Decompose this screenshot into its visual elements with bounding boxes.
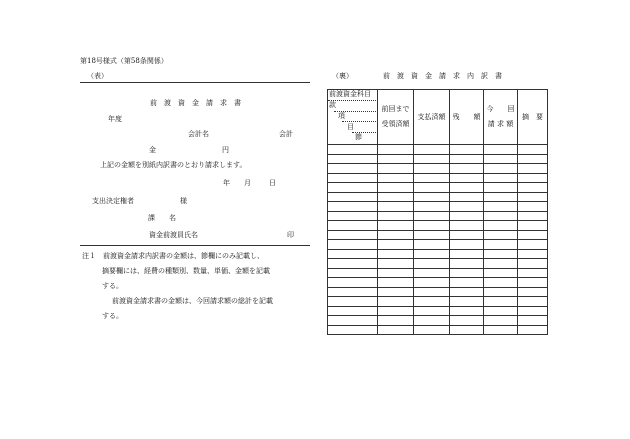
- table-cell: [484, 211, 518, 221]
- table-cell: [484, 259, 518, 269]
- table-cell: [328, 278, 378, 288]
- table-cell: [414, 278, 450, 288]
- table-cell: [378, 183, 414, 193]
- table-cell: [450, 211, 484, 221]
- table-cell: [328, 268, 378, 278]
- table-cell: [450, 240, 484, 250]
- table-cell: [328, 183, 378, 193]
- table-row: [328, 268, 548, 278]
- table-cell: [450, 297, 484, 307]
- yen-label: 円: [222, 146, 229, 154]
- table-cell: [414, 306, 450, 316]
- amount-label: 金: [149, 146, 156, 154]
- header-current-cell: [484, 90, 518, 145]
- table-cell: [414, 154, 450, 164]
- seal-label: 印: [287, 231, 294, 239]
- table-cell: [328, 240, 378, 250]
- fiscal-year-label: 年度: [108, 115, 122, 123]
- table-cell: [518, 297, 548, 307]
- table-cell: [328, 173, 378, 183]
- table-cell: [450, 278, 484, 288]
- table-cell: [328, 297, 378, 307]
- table-cell: [450, 306, 484, 316]
- table-cell: [518, 268, 548, 278]
- table-cell: [328, 325, 378, 335]
- table-cell: [328, 211, 378, 221]
- table-cell: [450, 259, 484, 269]
- header-prev-line-1: 前回まで: [381, 105, 410, 113]
- table-cell: [518, 183, 548, 193]
- table-cell: [414, 268, 450, 278]
- table-cell: [518, 316, 548, 326]
- table-cell: [484, 287, 518, 297]
- table-cell: [450, 316, 484, 326]
- back-title: 前 渡 資 金 請 求 内 訳 書: [383, 72, 502, 80]
- front-title: 前 渡 資 金 請 求 書: [150, 99, 241, 107]
- table-row: [328, 173, 548, 183]
- table-cell: [484, 249, 518, 259]
- table-row: [328, 278, 548, 288]
- table-cell: [450, 325, 484, 335]
- table-row: [328, 230, 548, 240]
- table-cell: [484, 164, 518, 174]
- table-cell: [518, 230, 548, 240]
- table-cell: [484, 173, 518, 183]
- table-cell: [378, 268, 414, 278]
- table-cell: [518, 221, 548, 231]
- table-cell: [484, 154, 518, 164]
- table-row: [328, 154, 548, 164]
- table-cell: [414, 183, 450, 193]
- front-top-rule: [80, 82, 310, 83]
- header-remaining: 残 額: [450, 90, 484, 145]
- table-cell: [484, 221, 518, 231]
- table-row: [328, 297, 548, 307]
- table-cell: [328, 287, 378, 297]
- table-cell: [378, 202, 414, 212]
- table-cell: [450, 287, 484, 297]
- table-row: [328, 287, 548, 297]
- table-cell: [450, 183, 484, 193]
- table-row: [328, 164, 548, 174]
- table-cell: [328, 249, 378, 259]
- table-cell: [414, 173, 450, 183]
- department-label: 課 名: [148, 214, 176, 222]
- table-row: [328, 316, 548, 326]
- note-1-line-3: する。: [102, 282, 123, 290]
- table-cell: [414, 249, 450, 259]
- table-cell: [484, 297, 518, 307]
- account-label: 会計: [279, 130, 293, 138]
- table-cell: [450, 268, 484, 278]
- table-cell: [378, 145, 414, 155]
- table-cell: [414, 164, 450, 174]
- table-cell: [450, 230, 484, 240]
- table-cell: [414, 211, 450, 221]
- table-cell: [484, 278, 518, 288]
- table-cell: [378, 240, 414, 250]
- table-cell: [414, 316, 450, 326]
- table-cell: [518, 278, 548, 288]
- table-cell: [518, 249, 548, 259]
- note-2-line-1: 前渡資金請求書の金額は、今回請求額の総計を記載: [112, 297, 273, 305]
- table-cell: [378, 297, 414, 307]
- date-day: 日: [269, 179, 276, 187]
- table-cell: [518, 306, 548, 316]
- table-row: [328, 325, 548, 335]
- table-cell: [378, 221, 414, 231]
- table-cell: [450, 221, 484, 231]
- table-cell: [518, 192, 548, 202]
- table-cell: [450, 202, 484, 212]
- table-row: [328, 259, 548, 269]
- note-2-line-2: する。: [102, 312, 123, 320]
- table-cell: [484, 192, 518, 202]
- table-row: [328, 202, 548, 212]
- table-cell: [484, 316, 518, 326]
- date-year: 年: [223, 179, 230, 187]
- table-cell: [378, 259, 414, 269]
- table-cell: [484, 183, 518, 193]
- table-cell: [378, 325, 414, 335]
- table-cell: [328, 202, 378, 212]
- table-row: [328, 211, 548, 221]
- table-cell: [414, 221, 450, 231]
- table-cell: [518, 154, 548, 164]
- table-cell: [450, 164, 484, 174]
- table-cell: [450, 249, 484, 259]
- table-cell: [484, 306, 518, 316]
- table-cell: [450, 154, 484, 164]
- table-cell: [484, 230, 518, 240]
- table-cell: [378, 249, 414, 259]
- table-cell: [378, 278, 414, 288]
- table-cell: [328, 259, 378, 269]
- table-row: [328, 249, 548, 259]
- table-cell: [328, 164, 378, 174]
- note-1-line-1: 注１ 前渡資金請求内訳書の金額は、節欄にのみ記載し、: [82, 252, 264, 260]
- table-cell: [484, 268, 518, 278]
- table-row: [328, 183, 548, 193]
- date-month: 月: [244, 179, 251, 187]
- table-cell: [518, 164, 548, 174]
- table-cell: [414, 202, 450, 212]
- header-kou: 項: [338, 112, 345, 120]
- front-bottom-rule: [80, 245, 310, 246]
- table-cell: [414, 287, 450, 297]
- table-row: [328, 192, 548, 202]
- header-prev-cell: [378, 90, 414, 145]
- itemized-table: [327, 89, 548, 335]
- header-category-cell: [328, 90, 378, 145]
- kou-divider: [342, 121, 378, 122]
- table-cell: [378, 230, 414, 240]
- header-paid: 支払済額: [414, 90, 450, 145]
- header-setsu: 節: [355, 133, 362, 141]
- table-cell: [484, 240, 518, 250]
- table-cell: [378, 287, 414, 297]
- table-cell: [518, 211, 548, 221]
- header-category-label: 前渡資金科目: [329, 90, 371, 98]
- table-cell: [450, 192, 484, 202]
- table-cell: [328, 154, 378, 164]
- header-moku: 目: [347, 123, 354, 131]
- table-cell: [328, 230, 378, 240]
- table-cell: [484, 145, 518, 155]
- header-memo: 摘 要: [518, 90, 548, 145]
- table-cell: [378, 154, 414, 164]
- header-current-line-2: 請 求 額: [487, 120, 514, 128]
- table-cell: [328, 192, 378, 202]
- account-name-label: 会計名: [188, 130, 209, 138]
- back-label: （裏）: [332, 72, 353, 80]
- table-cell: [328, 316, 378, 326]
- table-cell: [518, 240, 548, 250]
- table-cell: [414, 145, 450, 155]
- table-cell: [518, 202, 548, 212]
- table-cell: [378, 316, 414, 326]
- table-cell: [414, 297, 450, 307]
- header-kan: 款: [329, 101, 336, 109]
- table-cell: [414, 259, 450, 269]
- header-prev-line-2: 受領済額: [381, 120, 410, 128]
- table-cell: [518, 287, 548, 297]
- table-cell: [414, 240, 450, 250]
- table-cell: [378, 192, 414, 202]
- request-statement: 上記の金額を別紙内訳書のとおり請求します。: [100, 161, 247, 169]
- table-cell: [414, 192, 450, 202]
- table-cell: [518, 325, 548, 335]
- table-row: [328, 240, 548, 250]
- officer-name-label: 資金前渡員氏名: [149, 231, 198, 239]
- front-label: （表）: [87, 72, 108, 80]
- payer-label: 支出決定権者: [92, 197, 134, 205]
- form-number: 第18号様式（第58条関係）: [80, 57, 168, 65]
- table-cell: [518, 145, 548, 155]
- table-row: [328, 306, 548, 316]
- table-cell: [378, 164, 414, 174]
- table-cell: [484, 325, 518, 335]
- table-cell: [328, 306, 378, 316]
- table-cell: [414, 230, 450, 240]
- table-cell: [378, 211, 414, 221]
- table-cell: [328, 221, 378, 231]
- table-cell: [484, 202, 518, 212]
- table-cell: [450, 145, 484, 155]
- table-cell: [414, 325, 450, 335]
- table-cell: [450, 173, 484, 183]
- table-cell: [378, 173, 414, 183]
- note-1-line-2: 摘要欄には、経費の種類別、数量、単価、金額を記載: [102, 267, 270, 275]
- table-row: [328, 145, 548, 155]
- table-cell: [518, 259, 548, 269]
- header-current-line-1: 今 回: [486, 105, 515, 113]
- table-cell: [518, 173, 548, 183]
- table-cell: [378, 306, 414, 316]
- table-cell: [328, 145, 378, 155]
- table-header-row: [328, 90, 548, 145]
- honorific-label: 様: [180, 197, 187, 205]
- table-row: [328, 221, 548, 231]
